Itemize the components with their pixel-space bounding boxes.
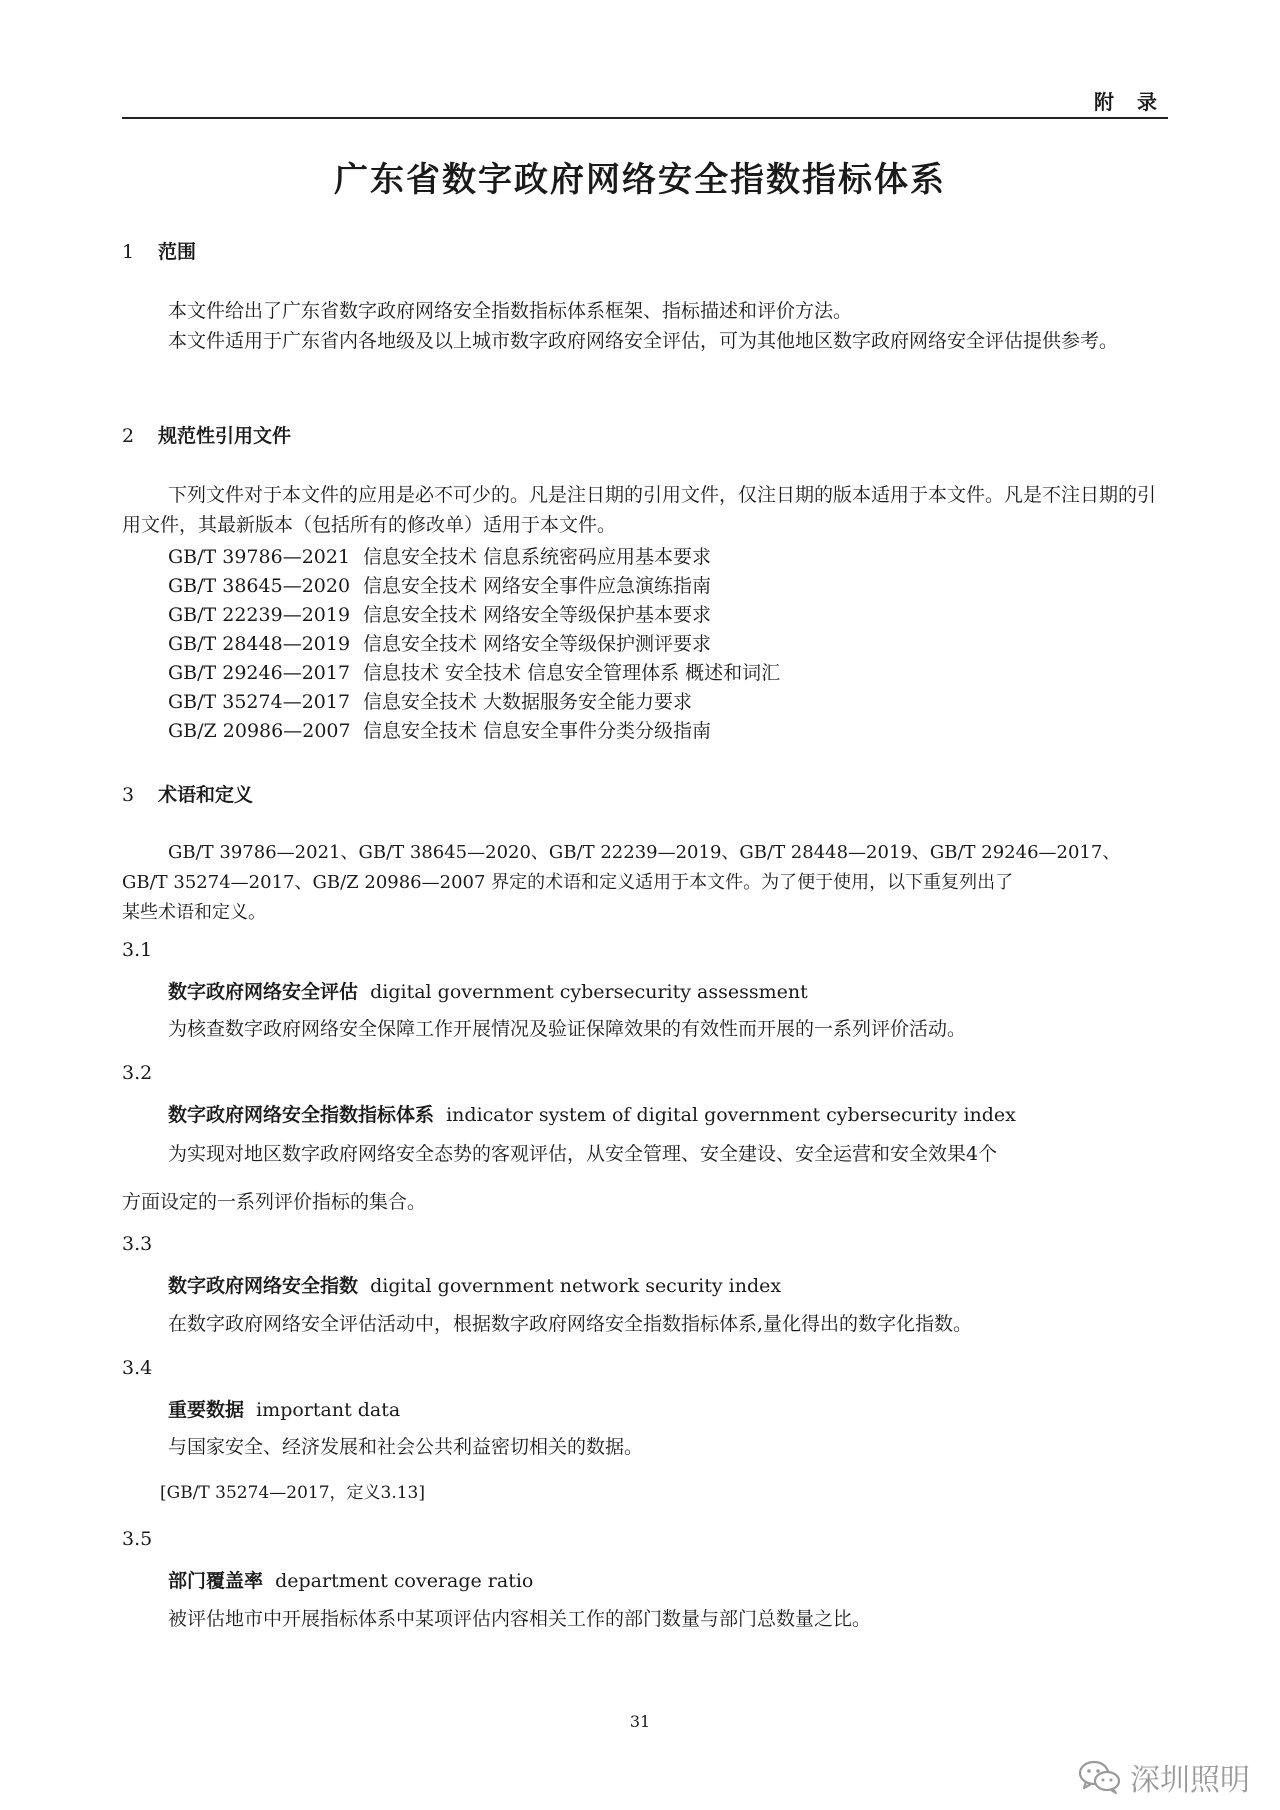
reference-code: GB/T 29246—2017 — [168, 662, 351, 684]
paragraph: 下列文件对于本文件的应用是必不可少的。凡是注日期的引用文件，仅注日期的版本适用于本文件。凡是不注日期的引用文件，其最新版本（包括所有的修改单）适用于本文件。 — [122, 484, 1157, 536]
section-title: 规范性引用文件 — [158, 425, 292, 447]
term-number: 3.5 — [122, 1528, 153, 1550]
term-entry — [168, 1271, 781, 1298]
term-entry — [168, 1566, 533, 1593]
section-title: 术语和定义 — [158, 784, 254, 806]
term-definition: 被评估地市中开展指标体系中某项评估内容相关工作的部门数量与部门总数量之比。 — [168, 1608, 872, 1630]
reference-code: GB/T 38645—2020 — [168, 575, 351, 597]
reference-item — [168, 600, 711, 627]
section-number: 3 — [122, 784, 135, 806]
term-entry — [168, 977, 808, 1004]
paragraph-line: 某些术语和定义。 — [122, 902, 266, 923]
section-3-heading — [122, 780, 253, 807]
reference-title: 信息安全技术 网络安全事件应急演练指南 — [363, 575, 712, 597]
term-chinese: 数字政府网络安全评估 — [168, 981, 359, 1003]
term-definition-continued: 方面设定的一系列评价指标的集合。 — [122, 1191, 427, 1213]
reference-title: 信息安全技术 网络安全等级保护基本要求 — [363, 604, 712, 626]
term-definition: 与国家安全、经济发展和社会公共利益密切相关的数据。 — [168, 1436, 644, 1458]
term-chinese: 部门覆盖率 — [168, 1570, 264, 1592]
term-number: 3.1 — [122, 939, 153, 961]
reference-title: 信息安全技术 网络安全等级保护测评要求 — [363, 633, 712, 655]
reference-item — [168, 542, 711, 569]
wechat-icon — [1078, 1759, 1122, 1795]
reference-item — [168, 658, 780, 685]
reference-code: GB/T 28448—2019 — [168, 633, 351, 655]
paragraph-line: GB/T 35274—2017、GB/Z 20986—2007 界定的术语和定义适用于本文件。为了便于使用，以下重复列出了 — [122, 872, 1014, 893]
paragraph: 本文件适用于广东省内各地级及以上城市数字政府网络安全评估，可为其他地区数字政府网络安全评估提供参考。 — [168, 330, 1119, 352]
header-rule — [122, 117, 1168, 119]
reference-title: 信息安全技术 信息系统密码应用基本要求 — [363, 546, 712, 568]
reference-item — [168, 687, 692, 714]
watermark-text: 深圳照明 — [1130, 1763, 1250, 1798]
reference-code: GB/T 35274—2017 — [168, 691, 351, 713]
term-definition: 在数字政府网络安全评估活动中，根据数字政府网络安全指数指标体系,量化得出的数字化指数。 — [168, 1313, 973, 1335]
term-english: important data — [256, 1399, 401, 1421]
watermark — [1078, 1755, 1250, 1799]
term-english: indicator system of digital government cybersecurity index — [446, 1104, 1016, 1126]
document-title: 广东省数字政府网络安全指数指标体系 — [334, 160, 946, 200]
reference-item — [168, 629, 711, 656]
term-entry — [168, 1395, 400, 1422]
term-english: digital government network security index — [370, 1275, 782, 1297]
section-title: 范围 — [158, 241, 197, 263]
term-chinese: 数字政府网络安全指数指标体系 — [168, 1104, 435, 1126]
paragraph: 本文件给出了广东省数字政府网络安全指数指标体系框架、指标描述和评价方法。 — [168, 300, 853, 322]
appendix-label: 附 录 — [1094, 90, 1165, 114]
term-definition: 为核查数字政府网络安全保障工作开展情况及验证保障效果的有效性而开展的一系列评价活动。 — [168, 1018, 967, 1040]
reference-code: GB/T 39786—2021 — [168, 546, 351, 568]
reference-title: 信息安全技术 大数据服务安全能力要求 — [363, 691, 693, 713]
reference-title: 信息安全技术 信息安全事件分类分级指南 — [363, 720, 712, 742]
term-number: 3.3 — [122, 1233, 153, 1255]
reference-title: 信息技术 安全技术 信息安全管理体系 概述和词汇 — [363, 662, 781, 684]
reference-code: GB/Z 20986—2007 — [168, 720, 351, 742]
section-number: 1 — [122, 241, 135, 263]
term-chinese: 数字政府网络安全指数 — [168, 1275, 359, 1297]
page-number: 31 — [629, 1712, 651, 1731]
term-chinese: 重要数据 — [168, 1399, 245, 1421]
term-number: 3.2 — [122, 1062, 153, 1084]
reference-code: GB/T 22239—2019 — [168, 604, 351, 626]
term-entry — [168, 1100, 1016, 1127]
term-english: department coverage ratio — [275, 1570, 534, 1592]
term-definition: 为实现对地区数字政府网络安全态势的客观评估，从安全管理、安全建设、安全运营和安全效果4个 — [168, 1143, 998, 1165]
term-english: digital government cybersecurity assessment — [370, 981, 808, 1003]
section-2-heading — [122, 421, 291, 448]
section-1-heading — [122, 237, 196, 264]
term-number: 3.4 — [122, 1357, 153, 1379]
section-number: 2 — [122, 425, 135, 447]
term-source: [GB/T 35274—2017，定义3.13] — [160, 1483, 426, 1503]
paragraph-line: GB/T 39786—2021、GB/T 38645—2020、GB/T 22239—2019、GB/T 28448—2019、GB/T 29246—2017、 — [168, 842, 1121, 863]
reference-item — [168, 571, 711, 598]
reference-item — [168, 716, 711, 743]
